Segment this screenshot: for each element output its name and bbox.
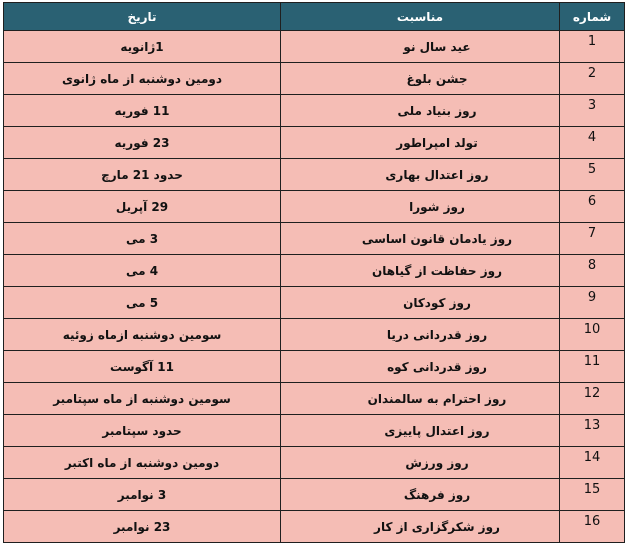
cell-occasion: عید سال نو	[281, 31, 560, 63]
cell-number: 3	[560, 95, 625, 127]
table-row	[4, 447, 625, 479]
cell-date: سومین دوشنبه از ماه سپتامبر	[4, 383, 281, 415]
cell-number: 5	[560, 159, 625, 191]
cell-occasion: روز فرهنگ	[281, 479, 560, 511]
table-row	[4, 351, 625, 383]
cell-occasion: روز کودکان	[281, 287, 560, 319]
table-header	[4, 3, 625, 31]
table-body	[4, 31, 625, 543]
cell-number: 7	[560, 223, 625, 255]
header-occasion: مناسبت	[281, 3, 560, 31]
cell-date: 3 نوامبر	[4, 479, 281, 511]
holidays-table	[3, 2, 625, 543]
cell-occasion: روز ورزش	[281, 447, 560, 479]
cell-occasion: روز قدردانی کوه	[281, 351, 560, 383]
cell-date: 29 آپریل	[4, 191, 281, 223]
cell-number: 1	[560, 31, 625, 63]
cell-occasion: روز قدردانی دریا	[281, 319, 560, 351]
table-row	[4, 191, 625, 223]
cell-date: 4 می	[4, 255, 281, 287]
cell-number: 8	[560, 255, 625, 287]
cell-number: 15	[560, 479, 625, 511]
cell-date: 5 می	[4, 287, 281, 319]
cell-date: سومین دوشنبه ازماه زوئیه	[4, 319, 281, 351]
cell-number: 13	[560, 415, 625, 447]
cell-occasion: روز حفاظت از گیاهان	[281, 255, 560, 287]
cell-date: دومین دوشنبه از ماه اکتبر	[4, 447, 281, 479]
cell-date: 23 نوامبر	[4, 511, 281, 543]
cell-date: 3 می	[4, 223, 281, 255]
cell-occasion: جشن بلوغ	[281, 63, 560, 95]
table-row	[4, 159, 625, 191]
table-row	[4, 63, 625, 95]
cell-occasion: روز اعتدال پاییزی	[281, 415, 560, 447]
table-row	[4, 287, 625, 319]
table-row	[4, 255, 625, 287]
table-row	[4, 383, 625, 415]
cell-number: 11	[560, 351, 625, 383]
table-row	[4, 127, 625, 159]
cell-occasion: روز احترام به سالمندان	[281, 383, 560, 415]
cell-number: 16	[560, 511, 625, 543]
table-row	[4, 511, 625, 543]
cell-number: 4	[560, 127, 625, 159]
header-number: شماره	[560, 3, 625, 31]
table-row	[4, 319, 625, 351]
cell-occasion: تولد امپراطور	[281, 127, 560, 159]
table-row	[4, 95, 625, 127]
cell-number: 6	[560, 191, 625, 223]
cell-occasion: روز بنیاد ملی	[281, 95, 560, 127]
cell-date: 1ژانویه	[4, 31, 281, 63]
cell-number: 2	[560, 63, 625, 95]
cell-date: دومین دوشنبه از ماه ژانوی	[4, 63, 281, 95]
cell-occasion: روز شکرگزاری از کار	[281, 511, 560, 543]
cell-number: 12	[560, 383, 625, 415]
cell-number: 10	[560, 319, 625, 351]
cell-number: 14	[560, 447, 625, 479]
cell-date: 11 آگوست	[4, 351, 281, 383]
cell-number: 9	[560, 287, 625, 319]
cell-date: حدود سپتامبر	[4, 415, 281, 447]
table-row	[4, 223, 625, 255]
cell-date: 11 فوریه	[4, 95, 281, 127]
header-date: تاریخ	[4, 3, 281, 31]
cell-date: 23 فوریه	[4, 127, 281, 159]
header-row	[4, 3, 625, 31]
cell-occasion: روز یادمان قانون اساسی	[281, 223, 560, 255]
table-row	[4, 31, 625, 63]
cell-date: حدود 21 مارچ	[4, 159, 281, 191]
cell-occasion: روز شورا	[281, 191, 560, 223]
cell-occasion: روز اعتدال بهاری	[281, 159, 560, 191]
table-row	[4, 415, 625, 447]
